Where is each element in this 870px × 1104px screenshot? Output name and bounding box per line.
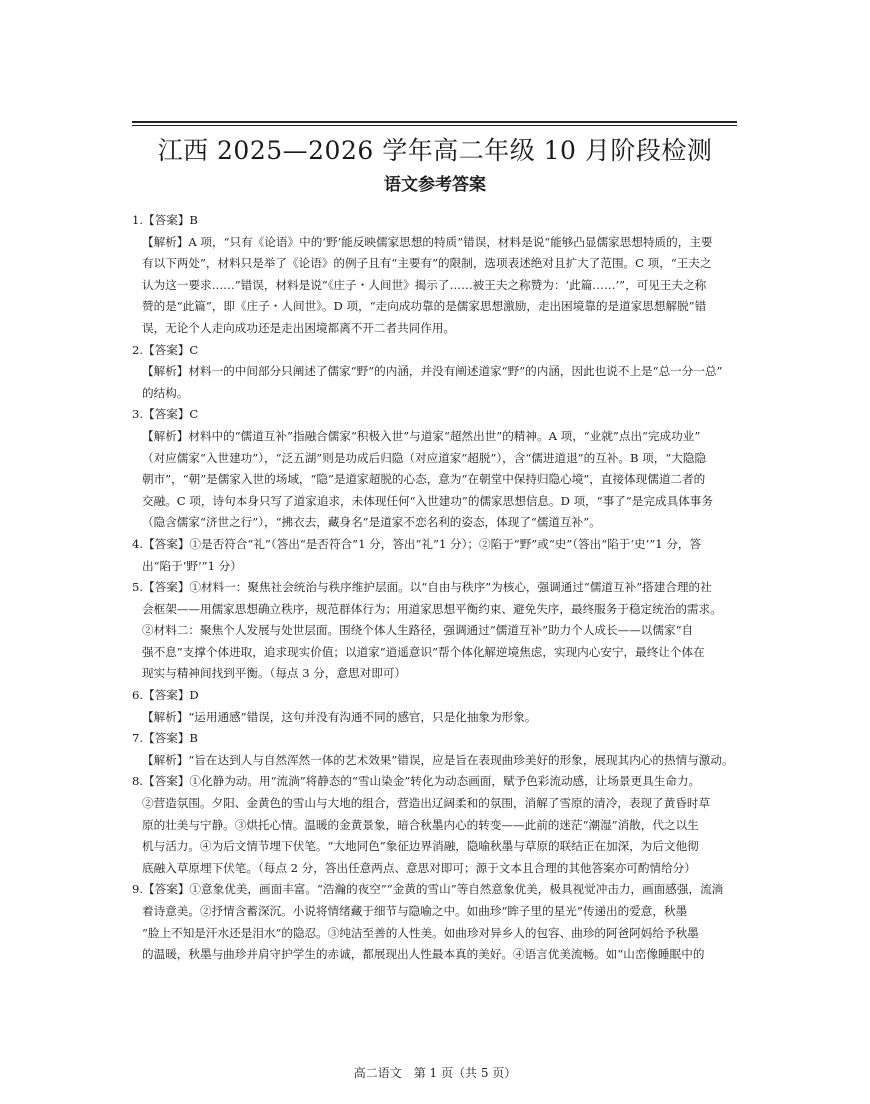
answer-text-line: 的结构。 (142, 385, 189, 400)
answer-text-line: 【解析】“旨在达到人与自然浑然一体的艺术效果”错误，应是旨在表现曲珍美好的形象，展现其内心的热情与激动。 (142, 752, 734, 767)
answer-heading: 3.【答案】C (132, 407, 199, 422)
answer-text-line: “脸上不知是汗水还是泪水”的隐忍。③纯洁至善的人性美。如曲珍对异乡人的包容、曲珍的阿爸阿妈给予秋墨 (142, 925, 699, 940)
answer-heading: 5.【答案】①材料一：聚焦社会统治与秩序维护层面。以“自由与秩序”为核心，强调通过“儒道互补”搭建合理的社 (132, 580, 712, 595)
answer-text-line: 【解析】“运用通感”错误，这句并没有沟通不同的感官，只是化抽象为形象。 (142, 709, 537, 724)
answer-text-line: 原的壮美与宁静。③烘托心情。温暖的金黄景象，暗合秋墨内心的转变——此前的迷茫“潮湿”消散，代之以生 (142, 817, 699, 832)
answer-heading: 8.【答案】①化静为动。用“流淌”将静态的“雪山染金”转化为动态画面，赋予色彩流动感，让场景更具生命力。 (132, 774, 701, 789)
answer-item (132, 340, 740, 405)
answer-text-line: （隐含儒家“济世之行”），“拂衣去，藏身名”是道家不恋名利的姿态，体现了“儒道互补”。 (142, 515, 601, 530)
answer-item (132, 879, 740, 965)
answer-item (132, 210, 740, 340)
answer-list (132, 210, 740, 966)
answer-text-line: 会框架——用儒家思想确立秩序，规范群体行为；用道家思想平衡约束、避免失序，最终服务于稳定统治的需求。 (142, 601, 722, 616)
answer-text-line: 【解析】材料一的中间部分只阐述了儒家“野”的内涵，并没有阐述道家“野”的内涵，因此也说不上是“总一分一总” (142, 364, 723, 379)
answer-text-line: 认为这一要求……”错误，材料是说“《庄子・人间世》揭示了……被王夫之称赞为：‘此篇……’”，可见王夫之称 (142, 277, 707, 292)
answer-text-line: 底融入草原埋下伏笔。（每点 2 分，答出任意两点、意思对即可；源于文本且合理的其他答案亦可酌情给分） (142, 860, 696, 875)
answer-item (132, 534, 740, 577)
answer-text-line: ②材料二：聚焦个人发展与处世层面。围绕个体人生路径，强调通过“儒道互补”助力个人成长——以儒家“自 (142, 623, 694, 638)
answer-text-line: 着诗意美。②抒情含蓄深沉。小说将情绪藏于细节与隐喻之中。如曲珍“眸子里的星光”传递出的爱意，秋墨 (142, 904, 688, 918)
answer-text-line: （对应儒家“入世建功”），“泛五湖”则是功成后归隐（对应道家“超脱”），含“儒进道退”的互补。B 项，“大隐隐 (142, 450, 707, 465)
answer-heading: 9.【答案】①意象优美，画面丰富。“浩瀚的夜空”“金黄的雪山”等自然意象优美，极具视觉冲击力，画面感强，流淌 (132, 882, 724, 897)
answer-item (132, 728, 740, 771)
answer-text-line: 【解析】A 项，“只有《论语》中的‘野’能反映儒家思想的特质”错误，材料是说“能够凸显儒家思想特质的，主要 (142, 234, 713, 249)
answer-text-line: 出“陷于‘野’”1 分） (142, 558, 242, 573)
answer-item (132, 771, 740, 879)
answer-item (132, 577, 740, 685)
answer-text-line: 现实与精神间找到平衡。（每点 3 分，意思对即可） (142, 666, 407, 681)
page-footer: 高二语文 第 1 页（共 5 页） (353, 1066, 517, 1080)
header-rule (132, 121, 737, 123)
answer-text-line: 的温暖，秋墨与曲珍并肩守护学生的赤诚，都展现出人性最本真的美好。④语言优美流畅。如“山峦像睡眠中的 (142, 947, 705, 962)
page-title: 江西 2025—2026 学年高二年级 10 月阶段检测 (157, 136, 713, 165)
page-subtitle: 语文参考答案 (384, 175, 486, 195)
answer-text-line: 朝市”，“朝”是儒家入世的场域，“隐”是道家超脱的心态，意为“在朝堂中保持归隐心境”，直接体现儒道二者的 (142, 472, 706, 487)
answer-text-line: 强不息”支撑个体进取，追求现实价值；以道家“逍遥意识”帮个体化解逆境焦虑，实现内心安宁，最终让个体在 (142, 644, 705, 659)
answer-item (132, 685, 740, 728)
answer-heading: 1.【答案】B (132, 213, 198, 227)
answer-text-line: ②营造氛围。夕阳、金黄色的雪山与大地的组合，营造出辽阔柔和的氛围，消解了雪原的清冷，表现了黄昏时草 (142, 796, 711, 811)
answer-heading: 6.【答案】D (132, 688, 199, 703)
answer-text-line: 交融。C 项，诗句本身只写了道家追求，未体现任何“入世建功”的儒家思想信息。D 项，“事了”是完成具体事务 (142, 493, 713, 508)
answer-text-line: 误，无论个人走向成功还是走出困境都离不开二者共同作用。 (142, 320, 456, 335)
header-rule-thin (132, 125, 737, 126)
answer-text-line: 有以下两处”，材料只是举了《论语》的例子且有“主要有”的限制，选项表述绝对且扩大了范围。C 项，“王夫之 (142, 256, 712, 271)
answer-heading: 2.【答案】C (132, 342, 199, 357)
answer-item (132, 404, 740, 534)
answer-text-line: 机与活力。④为后文情节埋下伏笔。“大地同色”象征边界消融，隐喻秋墨与草原的联结正在加深，为后文他彻 (142, 839, 699, 854)
answer-heading: 4.【答案】①是否符合“礼”（答出“是否符合”1 分，答出“礼”1 分）；②陷于“野”或“史”（答出“陷于‘史’”1 分，答 (132, 536, 702, 551)
answer-text-line: 【解析】材料中的“儒道互补”指融合儒家“积极入世”与道家“超然出世”的精神。A 项，“业就”点出“完成功业” (142, 428, 701, 443)
answer-text-line: 赞的是“此篇”，即《庄子・人间世》。D 项，“走向成功靠的是儒家思想激励，走出困境靠的是道家思想解脱”错 (142, 299, 707, 314)
answer-heading: 7.【答案】B (132, 731, 198, 746)
